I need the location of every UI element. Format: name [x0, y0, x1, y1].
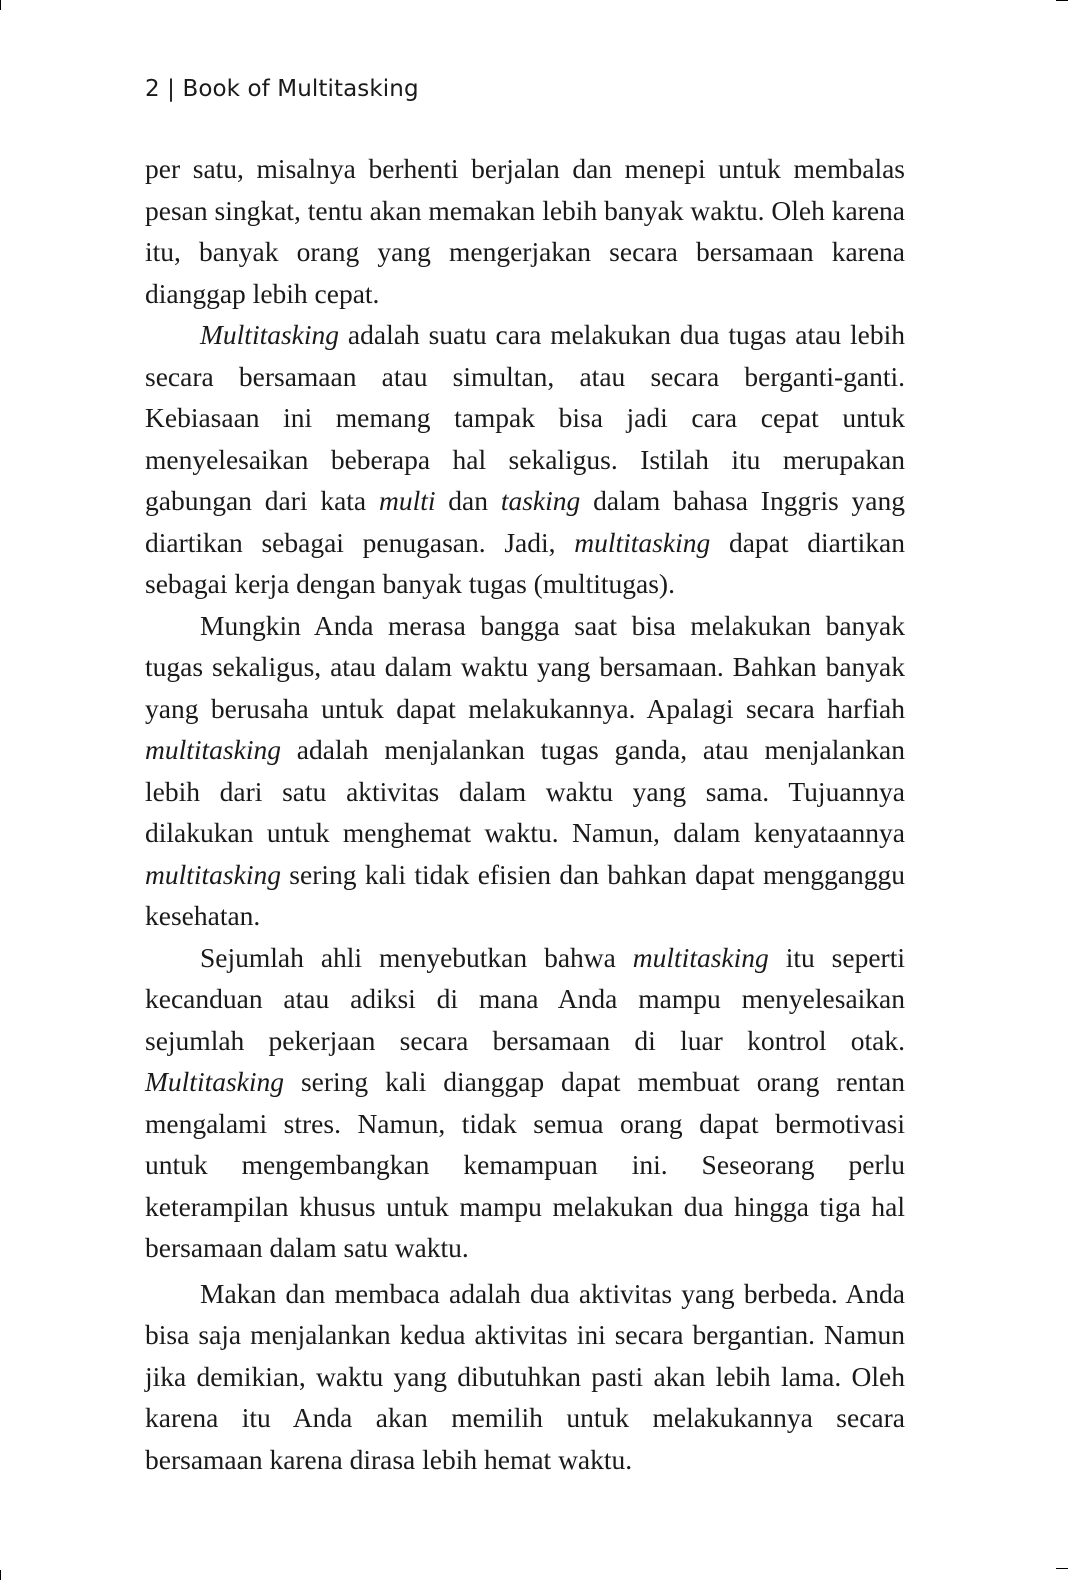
- paragraph: [145, 937, 905, 1269]
- paragraph: [145, 148, 905, 314]
- text-run: Mungkin Anda merasa bangga saat bisa melakukan banyak tugas sekaligus, atau dalam waktu yang bersamaan. Bahkan banyak yang berusaha untuk dapat melakukannya. Apalagi secara harfiah: [145, 609, 905, 724]
- running-head: [145, 76, 419, 102]
- header-separator: |: [167, 76, 176, 102]
- crop-mark-bottom-left: [0, 1570, 1, 1580]
- text-run: per satu, misalnya berhenti berjalan dan menepi untuk membalas pesan singkat, tentu akan memakan lebih banyak waktu. Oleh karena itu, banyak orang yang mengerjakan secara bersamaan karena dianggap lebih cepat.: [145, 153, 905, 309]
- italic-term: multitasking: [145, 858, 281, 890]
- italic-term: tasking: [500, 485, 581, 516]
- italic-term: Multitasking: [200, 319, 340, 350]
- italic-term: multitasking: [632, 941, 769, 973]
- page-number: 2: [145, 76, 160, 102]
- paragraph: [145, 605, 905, 937]
- paragraph: [145, 314, 905, 605]
- text-run: Sejumlah ahli menyebutkan bahwa: [200, 941, 633, 973]
- body-text: [145, 148, 905, 1480]
- text-run: dalam bahasa Inggris yang diartikan sebagai penugasan. Jadi,: [145, 485, 905, 558]
- text-run: Makan dan membaca adalah dua aktivitas yang berbeda. Anda bisa saja menjalankan kedua aktivitas ini secara bergantian. Namun jika demikian, waktu yang dibutuhkan pasti akan lebih lama. Oleh karena itu Anda akan memilih untuk melakukannya secara bersamaan karena dirasa lebih hemat waktu.: [145, 1277, 905, 1475]
- crop-mark-bottom-right: [1056, 1568, 1068, 1569]
- book-title: Book of Multitasking: [182, 76, 419, 102]
- text-run: itu seperti kecanduan atau adiksi di mana Anda mampu menyelesaikan sejumlah pekerjaan secara bersamaan di luar kontrol otak.: [145, 941, 905, 1056]
- text-run: sering kali tidak efisien dan bahkan dapat mengganggu kesehatan.: [145, 858, 905, 931]
- italic-term: multi: [378, 485, 436, 516]
- italic-term: multitasking: [574, 526, 711, 558]
- text-run: dapat diartikan sebagai kerja dengan banyak tugas (multitugas).: [145, 526, 905, 599]
- italic-term: Multitasking: [145, 1066, 285, 1097]
- text-run: adalah suatu cara melakukan dua tugas atau lebih secara bersamaan atau simultan, atau secara berganti-ganti. Kebiasaan ini memang tampak bisa jadi cara cepat untuk menyelesaikan beberapa hal sekaligus. Istilah itu merupakan gabungan dari kata: [145, 319, 905, 516]
- paragraph: [145, 1273, 905, 1481]
- text-run: adalah menjalankan tugas ganda, atau menjalankan lebih dari satu aktivitas dalam waktu yang sama. Tujuannya dilakukan untuk menghemat waktu. Namun, dalam kenyataannya: [145, 734, 905, 848]
- text-run: dan: [435, 485, 501, 516]
- crop-mark-top-left: [0, 0, 1, 10]
- text-run: sering kali dianggap dapat membuat orang rentan mengalami stres. Namun, tidak semua orang dapat bermotivasi untuk mengembangkan kemampuan ini. Seseorang perlu keterampilan khusus untuk mampu melakukan dua hingga tiga hal bersamaan dalam satu waktu.: [145, 1066, 905, 1263]
- italic-term: multitasking: [145, 734, 281, 765]
- crop-mark-top-right: [1056, 0, 1068, 1]
